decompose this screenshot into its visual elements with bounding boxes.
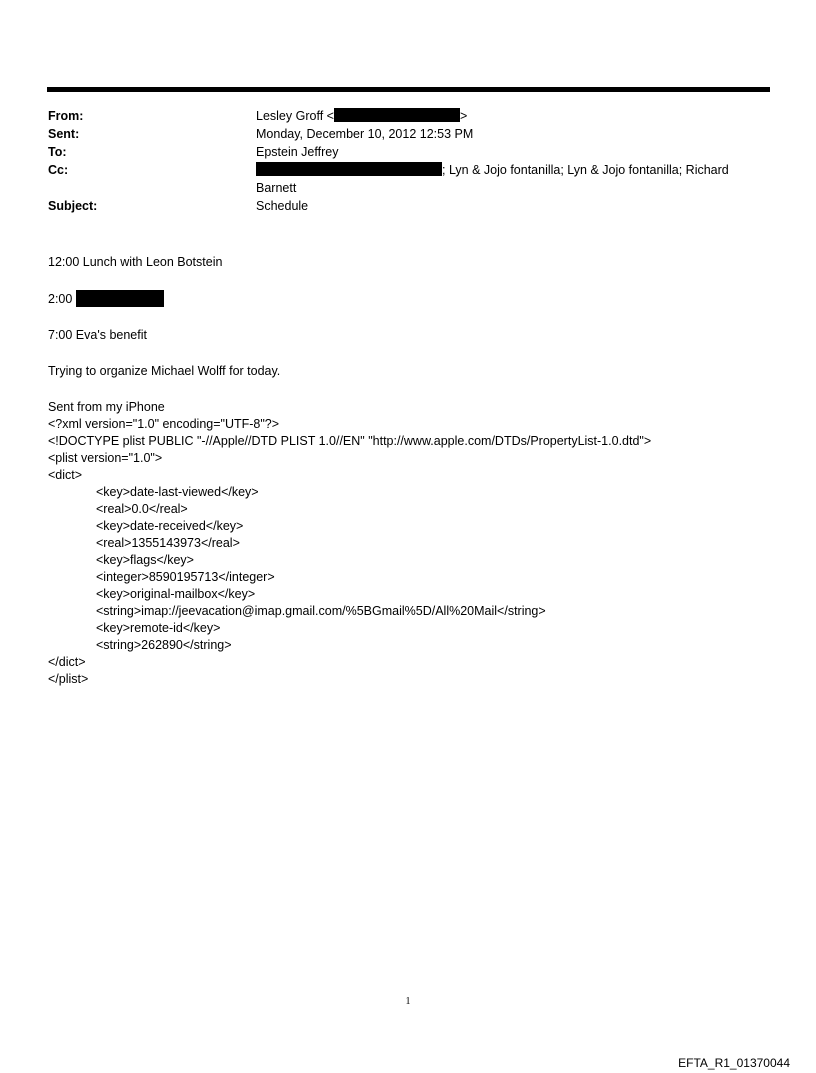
dict-entry: <real>1355143973</real> (96, 536, 240, 550)
dict-entry: <string>imap://jeevacation@imap.gmail.com/%5BGmail%5D/All%20Mail</string> (96, 604, 546, 618)
cc-row (48, 161, 770, 197)
dict-entry: <key>remote-id</key> (96, 621, 221, 635)
dict-open: <dict> (48, 468, 83, 482)
to-label: To: (48, 145, 67, 159)
cc-value-line2: Barnett (256, 181, 297, 195)
doctype-line: <!DOCTYPE plist PUBLIC "-//Apple//DTD PLIST 1.0//EN" "http://www.apple.com/DTDs/PropertyList-1.0.dtd"> (48, 434, 652, 448)
cc-label: Cc: (48, 163, 69, 177)
subject-label: Subject: (48, 199, 98, 213)
dict-entry: <string>262890</string> (96, 638, 232, 652)
dict-entry: <key>date-received</key> (96, 519, 244, 533)
subject-row (48, 197, 770, 215)
dict-entry: <key>original-mailbox</key> (96, 587, 256, 601)
email-header (48, 107, 770, 215)
page-number: 1 (405, 996, 411, 1007)
email-body (48, 254, 770, 688)
redaction-block (334, 108, 460, 122)
document-id: EFTA_R1_01370044 (678, 1056, 790, 1070)
dict-close: </dict> (48, 655, 86, 669)
dict-entry: <real>0.0</real> (96, 502, 188, 516)
from-label: From: (48, 109, 84, 123)
body-line-organize: Trying to organize Michael Wolff for today. (48, 364, 281, 378)
plist-block (48, 399, 770, 688)
header-rule (47, 87, 770, 92)
subject-value: Schedule (256, 199, 309, 213)
body-line-benefit: 7:00 Eva's benefit (48, 328, 147, 342)
cc-value (256, 161, 770, 197)
from-row (48, 107, 770, 125)
xml-declaration: <?xml version="1.0" encoding="UTF-8"?> (48, 417, 280, 431)
sent-label: Sent: (48, 127, 80, 141)
body-line-lunch: 12:00 Lunch with Leon Botstein (48, 255, 223, 269)
signature: Sent from my iPhone (48, 400, 165, 414)
plist-close: </plist> (48, 672, 89, 686)
redaction-block (76, 290, 164, 307)
to-value: Epstein Jeffrey (256, 145, 339, 159)
cc-value-line1: ; Lyn & Jojo fontanilla; Lyn & Jojo fontanilla; Richard (442, 163, 729, 177)
plist-open: <plist version="1.0"> (48, 451, 163, 465)
dict-entry: <key>date-last-viewed</key> (96, 485, 259, 499)
from-suffix: > (459, 109, 468, 123)
time-2pm: 2:00 (48, 292, 73, 306)
to-row (48, 143, 770, 161)
body-line-2pm (48, 290, 770, 308)
from-name: Lesley Groff < (256, 109, 334, 123)
sent-value: Monday, December 10, 2012 12:53 PM (256, 127, 474, 141)
dict-entry: <integer>8590195713</integer> (96, 570, 275, 584)
from-value (256, 107, 770, 125)
dict-entry: <key>flags</key> (96, 553, 194, 567)
redaction-block (256, 162, 442, 176)
sent-row (48, 125, 770, 143)
